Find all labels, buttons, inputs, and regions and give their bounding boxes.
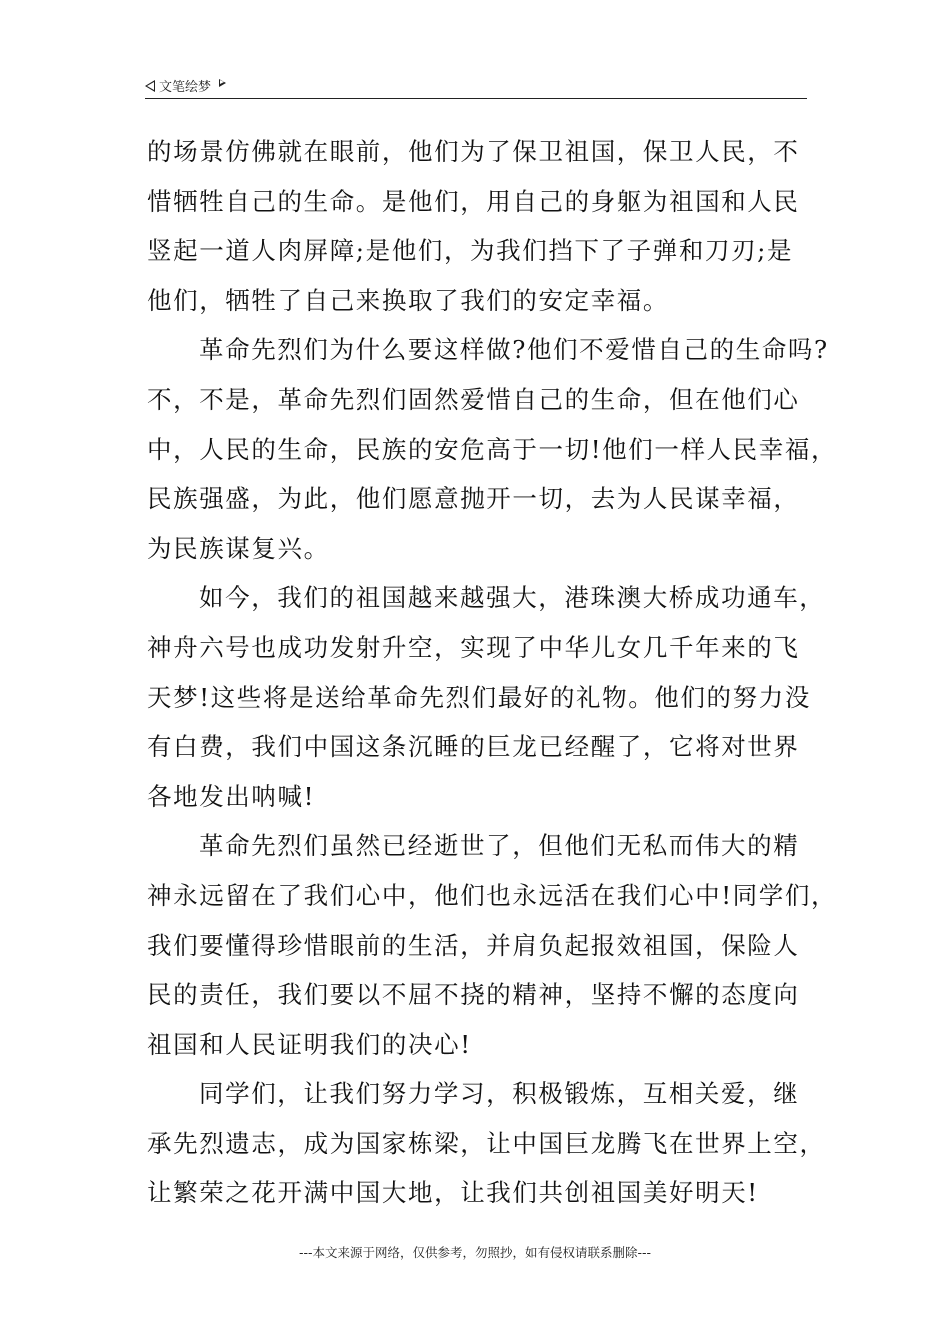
header-title: 文笔绘梦: [159, 80, 212, 95]
header-brand: [145, 76, 226, 95]
text-line: 有白费，我们中国这条沉睡的巨龙已经醒了，它将对世界: [147, 732, 800, 762]
text-line: 让繁荣之花开满中国大地，让我们共创祖国美好明天!: [147, 1178, 759, 1208]
text-line: 同学们，让我们努力学习，积极锻炼，互相关爱，继: [199, 1079, 800, 1109]
text-line: 神舟六号也成功发射升空，实现了中华儿女几千年来的飞: [147, 632, 800, 662]
text-line: 祖国和人民证明我们的决心!: [147, 1029, 472, 1059]
text-line: 革命先烈们为什么要这样做?他们不爱惜自己的生命吗?: [199, 335, 829, 365]
triangle-right-icon: [219, 79, 226, 87]
text-line: 天梦!这些将是送给革命先烈们最好的礼物。他们的努力没: [147, 682, 811, 712]
text-line: 竖起一道人肉屏障;是他们，为我们挡下了子弹和刀刃;是: [147, 236, 794, 266]
page-header: [145, 70, 807, 99]
document-body: [147, 127, 838, 1218]
text-line: 如今，我们的祖国越来越强大，港珠澳大桥成功通车，: [199, 583, 826, 613]
text-line: 不，不是，革命先烈们固然爱惜自己的生命，但在他们心: [147, 384, 800, 414]
triangle-left-icon: [145, 80, 155, 92]
text-line: 中，人民的生命，民族的安危高于一切!他们一样人民幸福，: [147, 434, 838, 464]
text-line: 惜牺牲自己的生命。是他们，用自己的身躯为祖国和人民: [147, 186, 800, 216]
text-line: 各地发出呐喊!: [147, 781, 316, 811]
text-line: 神永远留在了我们心中，他们也永远活在我们心中!同学们，: [147, 880, 838, 910]
text-line: 革命先烈们虽然已经逝世了，但他们无私而伟大的精: [199, 831, 800, 861]
text-line: 民族强盛，为此，他们愿意抛开一切，去为人民谋幸福，: [147, 484, 800, 514]
text-line: 民的责任，我们要以不屈不挠的精神，坚持不懈的态度向: [147, 980, 800, 1010]
text-line: 承先烈遗志，成为国家栋梁，让中国巨龙腾飞在世界上空，: [147, 1128, 826, 1158]
text-line: 我们要懂得珍惜眼前的生活，并肩负起报效祖国，保险人: [147, 930, 800, 960]
text-line: 他们，牺牲了自己来换取了我们的安定幸福。: [147, 285, 669, 315]
text-line: 的场景仿佛就在眼前，他们为了保卫祖国，保卫人民，不: [147, 137, 800, 166]
page-footer: ---本文来源于网络，仅供参考，勿照抄，如有侵权请联系删除---: [298, 1245, 652, 1260]
text-line: 为民族谋复兴。: [147, 533, 330, 563]
